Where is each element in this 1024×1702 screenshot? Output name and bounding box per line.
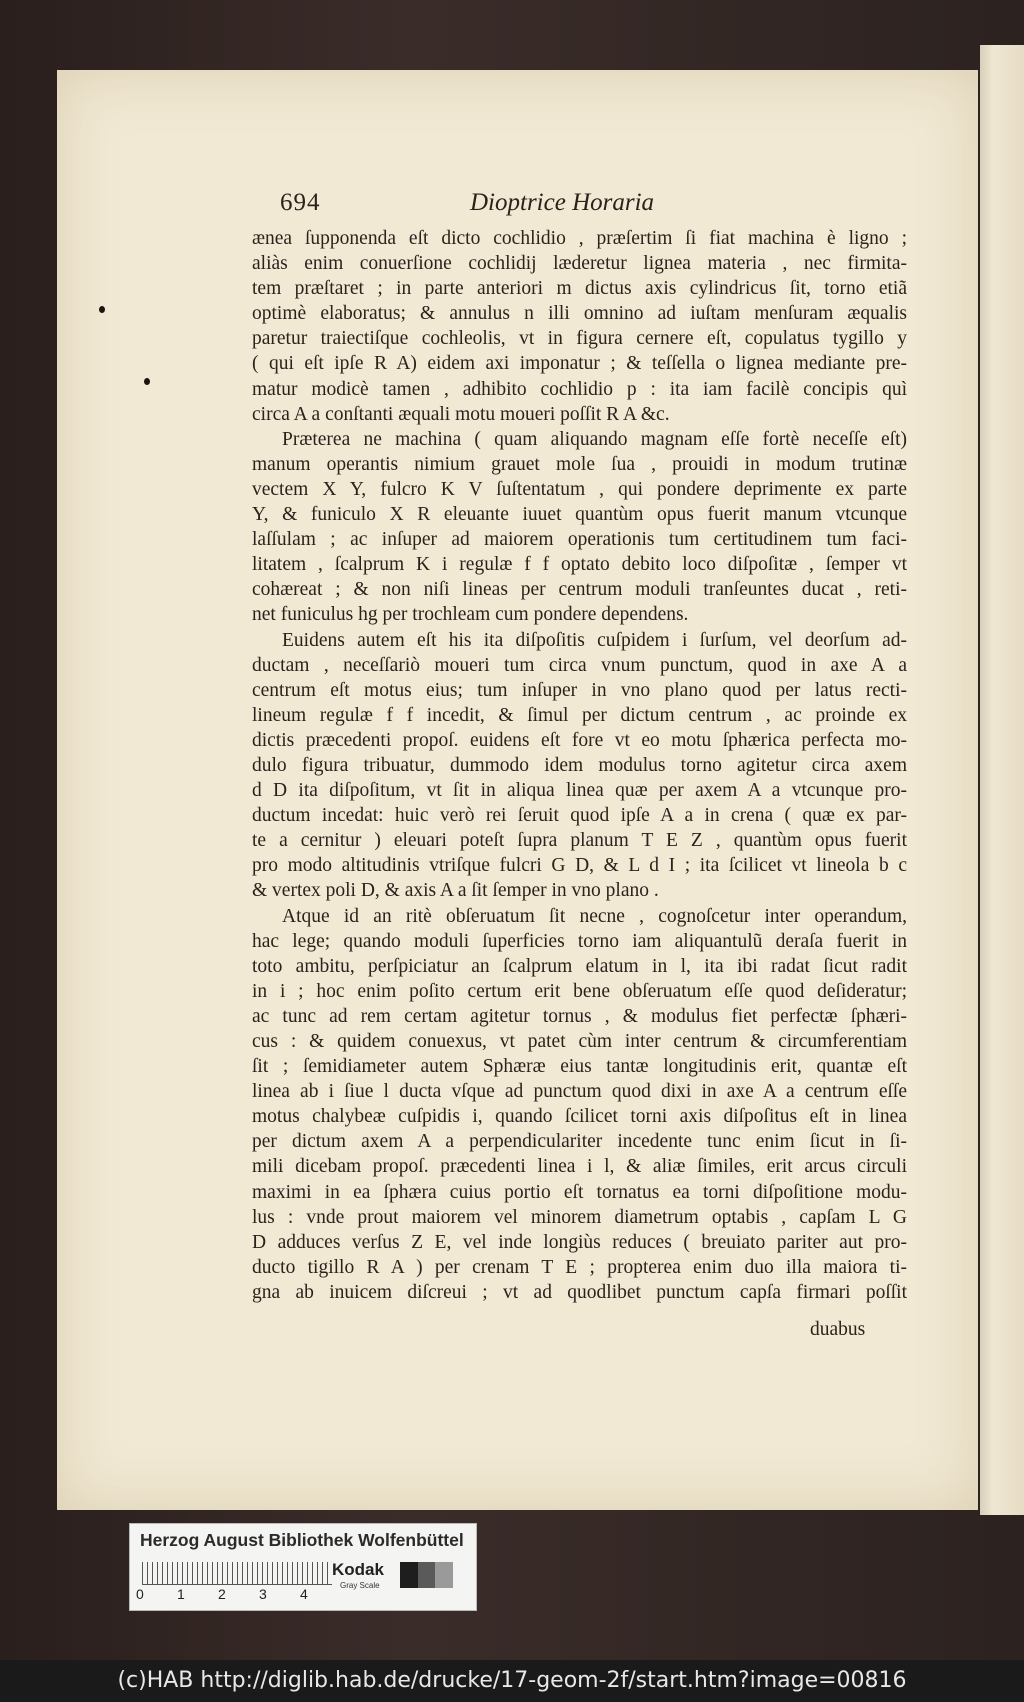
text-line: lineum regulæ f f incedit, & ſimul per dictum centrum , ac proinde ex — [252, 704, 907, 726]
text-line: Y, & funiculo X R eleuante iuuet quantùm opus fuerit manum vtcunque — [252, 504, 907, 526]
ruler-number: 3 — [259, 1586, 267, 1602]
text-line: Euidens autem eſt his ita diſpoſitis cuſpidem i ſurſum, vel deorſum ad- — [282, 629, 907, 651]
gray-swatches — [400, 1562, 470, 1588]
text-line: te a cernitur ) eleuari poteſt ſupra planum T E Z , quantùm opus fuerit — [252, 830, 907, 852]
ruler-number: 1 — [177, 1586, 185, 1602]
text-line: optimè elaboratus; & annulus n illi omnino ad iuſtam menſuram æqualis — [252, 303, 907, 325]
text-line: motus chalybeæ cuſpidis i, quando ſcilicet torni axis diſpoſitus eſt in linea — [252, 1106, 907, 1128]
text-line: ductam , neceſſariò moueri tum circa vnum punctum, quod in axe A a — [252, 654, 907, 676]
gray-swatch — [400, 1562, 418, 1588]
text-line: ducto tigillo R A ) per crenam T E ; propterea enim duo illa maiora ti- — [252, 1256, 907, 1278]
text-line: dulo figura tribuatur, dummodo idem modulus torno agitetur circa axem — [252, 754, 907, 776]
text-line: centrum eſt motus eius; tum inſuper in vno plano quod per latus recti- — [252, 679, 907, 701]
text-line: & vertex poli D, & axis A a ſit ſemper in vno plano . — [252, 880, 659, 902]
text-line: mili dicebam propoſ. præcedenti linea i l, & aliæ ſimiles, erit arcus circuli — [252, 1156, 907, 1178]
gray-swatch — [435, 1562, 453, 1588]
text-line: circa A a conſtanti æquali motu moueri poſſit R A &c. — [252, 403, 670, 425]
page-header — [280, 185, 920, 221]
body-text — [252, 226, 907, 1305]
text-line: gna ab inuicem diſcreui ; vt ad quodlibet punctum capſa firmari poſſit — [252, 1281, 907, 1303]
text-line: Præterea ne machina ( quam aliquando magnam eſſe fortè neceſſe eſt) — [282, 428, 907, 450]
text-line: ductum incedat: huic verò rei ſeruit quod ipſe A a in crena ( quæ ex par- — [252, 805, 907, 827]
text-line: per dictum axem A a perpendiculariter incedente tunc enim ſicut in ſi- — [252, 1131, 907, 1153]
ruler-number: 0 — [136, 1586, 144, 1602]
facing-page-edge — [980, 45, 1024, 1515]
text-line: litatem , ſcalprum K i regulæ f f optato debito loco diſpoſitæ , ſemper vt — [252, 554, 907, 576]
library-color-card — [129, 1523, 477, 1611]
catchword: duabus — [810, 1319, 866, 1340]
kodak-logo: Kodak — [332, 1560, 384, 1579]
ink-spot — [144, 378, 150, 385]
text-line: linea ab i ſiue l ducta vſque ad punctum quod dixi in axe A a centrum eſſe — [252, 1081, 907, 1103]
gray-scale-label: Gray Scale — [340, 1581, 380, 1590]
gray-swatch — [453, 1562, 471, 1588]
text-line: Atque id an ritè obſeruatum ſit necne , cognoſcetur inter operandum, — [282, 905, 907, 927]
text-line: ænea ſupponenda eſt dicto cochlidio , præſertim ſi fiat machina è ligno ; — [252, 228, 907, 249]
text-line: toto ambitu, perſpiciatur an ſcalprum elatum in l, ita ibi radat ſicut radit — [252, 955, 907, 977]
text-line: cus : & quidem conuexus, vt patet cùm inter centrum & circumferentiam — [252, 1031, 907, 1052]
text-line: pro modo altitudinis vtriſque fulcri G D, & L d I ; ita ſcilicet vt lineola b c — [252, 855, 907, 877]
text-line: ſit ; ſemidiameter autem Sphæræ eius tantæ longitudinis erit, quantæ eſt — [252, 1056, 907, 1078]
text-line: tem præſtaret ; in parte anteriori m dictus axis cylindricus ſit, torno etiã — [252, 278, 907, 300]
text-line: aliàs enim conuerſione cochlidij læderetur lignea materia , nec firmita- — [252, 253, 907, 275]
text-line: ac tunc ad rem certam agitetur tornus , & modulus fiet perfectæ ſphæri- — [252, 1005, 907, 1027]
running-title: Dioptrice Horaria — [470, 189, 655, 216]
text-line: vectem X Y, fulcro K V ſuſtentatum , qui pondere deprimente ex parte — [252, 478, 907, 500]
text-line: net funiculus hg per trochleam cum pondere dependens. — [252, 604, 689, 626]
gray-swatch — [418, 1562, 436, 1588]
text-line: lus : vnde prout maiorem vel minorem diametrum optabis , capſam L G — [252, 1206, 907, 1228]
text-line: cohæreat ; & non niſi lineas per centrum moduli tranſeuntes ducat , reti- — [252, 579, 907, 601]
page-number: 694 — [280, 189, 321, 216]
library-name: Herzog August Bibliothek Wolfenbüttel — [140, 1530, 464, 1550]
text-line: paretur traiectiſque cochleolis, vt in figura cernere eſt, copulatus tygillo y — [252, 328, 907, 350]
scale-ruler — [142, 1562, 332, 1585]
text-line: hac lege; quando moduli ſuperficies torno iam aliquantulũ deraſa fuerit in — [252, 930, 907, 952]
text-line: d D ita diſpoſitum, vt ſit in aliqua linea quæ per axem A a vtcunque pro- — [252, 780, 907, 802]
text-line: D adduces verſus Z E, vel inde longiùs reduces ( breuiato pariter aut pro- — [252, 1231, 907, 1253]
ruler-number: 2 — [218, 1586, 226, 1602]
text-line: in i ; hoc enim poſito certum erit bene obſeruatum eſſe quod deſideratur; — [252, 980, 907, 1002]
text-line: laſſulam ; ac inſuper ad maiorem operationis tum certitudinem tum faci- — [252, 529, 907, 551]
footer-credit: (c)HAB http://diglib.hab.de/drucke/17-geom-2f/start.htm?image=00816 — [0, 1660, 1024, 1702]
text-line: manum operantis nimium grauet mole ſua , prouidi in modum trutinæ — [252, 453, 907, 475]
ink-spot — [99, 306, 105, 313]
text-line: ( qui eſt ipſe R A) eidem axi imponatur ; & teſſella o lignea mediante pre- — [252, 353, 907, 375]
ruler-number: 4 — [300, 1586, 308, 1602]
text-line: matur modicè tamen , adhibito cochlidio p : ita iam facilè concipis quì — [252, 378, 907, 400]
text-line: maximi in ea ſphæra cuius portio eſt tornatus ea torni diſpoſitione modu- — [252, 1181, 907, 1203]
text-line: dictis præcedenti propoſ. euidens eſt fore vt eo motu ſphærica perfecta mo- — [252, 729, 907, 751]
